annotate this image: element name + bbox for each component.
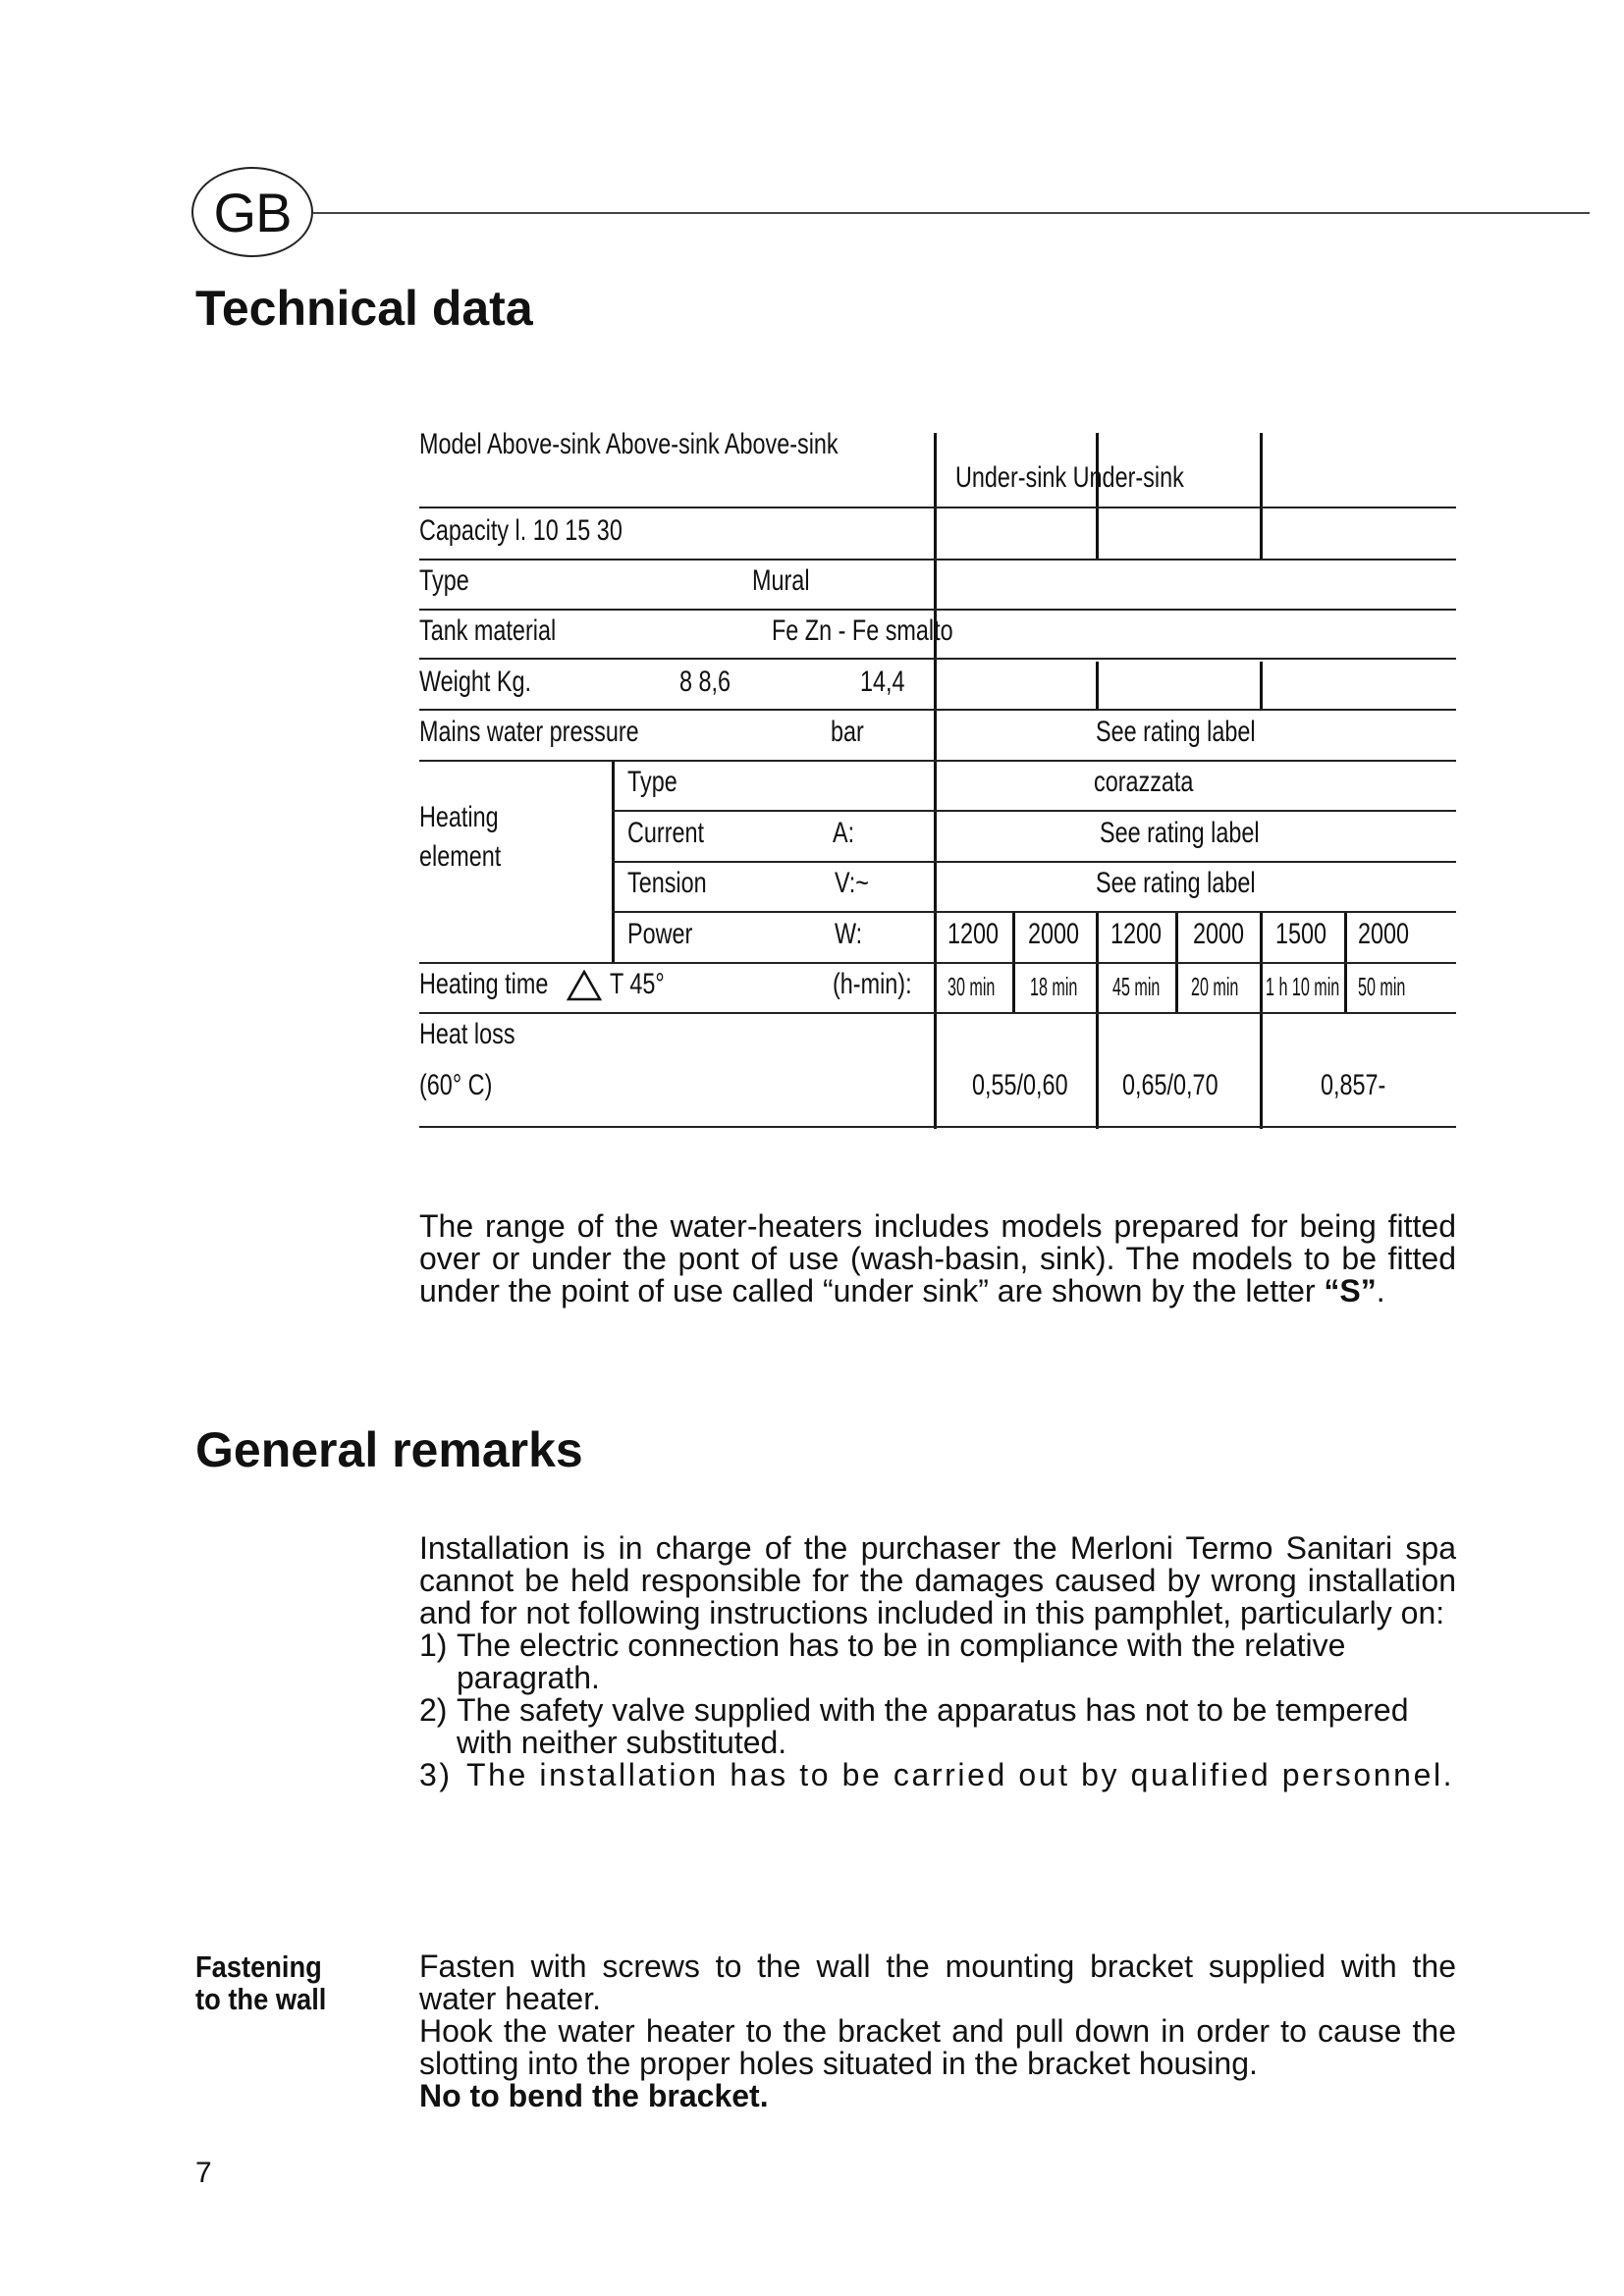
tension-value: See rating label (1096, 867, 1256, 899)
fastening-label: Fastening to the wall (195, 1949, 327, 2016)
weight-label: Weight Kg. (419, 666, 532, 698)
heating-time-unit: (h-min): (833, 968, 912, 1000)
pressure-unit: bar (831, 716, 864, 748)
table-hline (612, 911, 1456, 913)
power-value: 2000 (1358, 918, 1410, 950)
heat-loss-label-2: (60° C) (419, 1069, 493, 1101)
technical-data-title: Technical data (195, 281, 533, 336)
heating-type-value: corazzata (1094, 766, 1194, 798)
heating-time-value: 20 min (1191, 972, 1239, 1001)
tension-label: Tension (627, 867, 707, 899)
table-hline (612, 861, 1456, 863)
model-label: Model Above-sink Above-sink Above-sink (419, 428, 839, 460)
heating-time-value: 45 min (1112, 972, 1161, 1001)
heating-type-label: Type (627, 766, 677, 798)
heat-loss-value: 0,55/0,60 (972, 1069, 1068, 1101)
table-vline-2a (1096, 433, 1099, 561)
capacity-label: Capacity l. 10 15 30 (419, 514, 623, 547)
table-hline (419, 609, 1456, 611)
table-hline (419, 709, 1456, 711)
type-value: Mural (752, 564, 810, 597)
table-vline-3c (1260, 913, 1263, 1129)
pressure-value: See rating label (1096, 716, 1256, 748)
power-unit: W: (835, 918, 863, 950)
pressure-label: Mains water pressure (419, 716, 639, 748)
table-hline (419, 1012, 1456, 1014)
under-sink-label: Under-sink Under-sink (955, 461, 1184, 494)
heat-loss-value: 0,857- (1321, 1069, 1386, 1101)
current-unit: A: (833, 817, 855, 849)
power-value: 1500 (1275, 918, 1327, 950)
power-value: 2000 (1028, 918, 1080, 950)
table-vline-3b (1260, 662, 1263, 711)
general-remarks-body (419, 1532, 1456, 1791)
list-item: 2) The safety valve supplied with the apparatus has not to be tempered with neither substituted. (419, 1692, 1409, 1760)
heat-loss-value: 0,65/0,70 (1122, 1069, 1218, 1101)
heating-time-label: Heating time (419, 968, 549, 1000)
weight-value-large: 14,4 (860, 666, 905, 698)
under-sink-letter: “S” (1324, 1273, 1377, 1308)
table-hline (419, 559, 1456, 561)
table-hline (419, 1126, 1456, 1128)
heating-element-label-2: element (419, 840, 502, 873)
tank-material-value: Fe Zn - Fe smalto (772, 614, 953, 647)
fastening-warning: No to bend the bracket. (419, 2078, 769, 2113)
table-vline-2c (1096, 913, 1099, 1129)
technical-data-description: The range of the water-heaters includes models prepared for being fitted over or under the pont of use (wash-basin, sink). The models to be fitted under the point of use called “under sink” are shown by the letter “S”. (419, 1208, 1456, 1308)
page-number: 7 (195, 2157, 212, 2189)
heating-time-delta: T 45° (610, 968, 665, 1000)
heat-loss-label-1: Heat loss (419, 1018, 515, 1050)
type-label: Type (419, 564, 469, 597)
power-value: 1200 (947, 918, 1000, 950)
general-remarks-intro: Installation is in charge of the purchaser the Merloni Termo Sanitari spa cannot be held responsible for the damages caused by wrong installation and for not following instructions included in this pamphlet, particularly on: (419, 1530, 1456, 1630)
delta-triangle-icon (567, 970, 602, 1001)
power-value: 2000 (1193, 918, 1245, 950)
power-label: Power (627, 918, 693, 950)
tension-unit: V:~ (835, 867, 869, 899)
fastening-line-1: Fasten with screws to the wall the mounting bracket supplied with the water heater. (419, 1949, 1456, 2016)
table-hline (419, 658, 1456, 660)
table-hline (419, 507, 1456, 508)
table-vline-2b (1096, 662, 1099, 711)
heating-time-value: 1 h 10 min (1266, 972, 1340, 1001)
power-value: 1200 (1110, 918, 1163, 950)
list-item: 1) The electric connection has to be in compliance with the relative paragrath. (419, 1628, 1346, 1695)
heating-time-value: 50 min (1358, 972, 1406, 1001)
fastening-line-2: Hook the water heater to the bracket and pull down in order to cause the slotting into the proper holes situated in the bracket housing. (419, 2013, 1456, 2081)
table-hline (419, 962, 1456, 964)
list-item: 3) The installation has to be carried out by qualified personnel. (419, 1757, 1455, 1792)
heating-time-value: 30 min (947, 972, 996, 1001)
tank-material-label: Tank material (419, 614, 557, 647)
table-vline-1 (934, 433, 937, 1129)
current-label: Current (627, 817, 705, 849)
language-badge: GB (191, 167, 313, 257)
heating-element-label-1: Heating (419, 801, 499, 833)
general-remarks-title: General remarks (195, 1422, 583, 1477)
current-value: See rating label (1100, 817, 1260, 849)
table-vline-3a (1260, 433, 1263, 561)
weight-value-small: 8 8,6 (679, 666, 731, 698)
table-hline (419, 760, 1456, 762)
table-hline (612, 810, 1456, 812)
heating-time-value: 18 min (1030, 972, 1078, 1001)
fastening-body (419, 1950, 1456, 2112)
